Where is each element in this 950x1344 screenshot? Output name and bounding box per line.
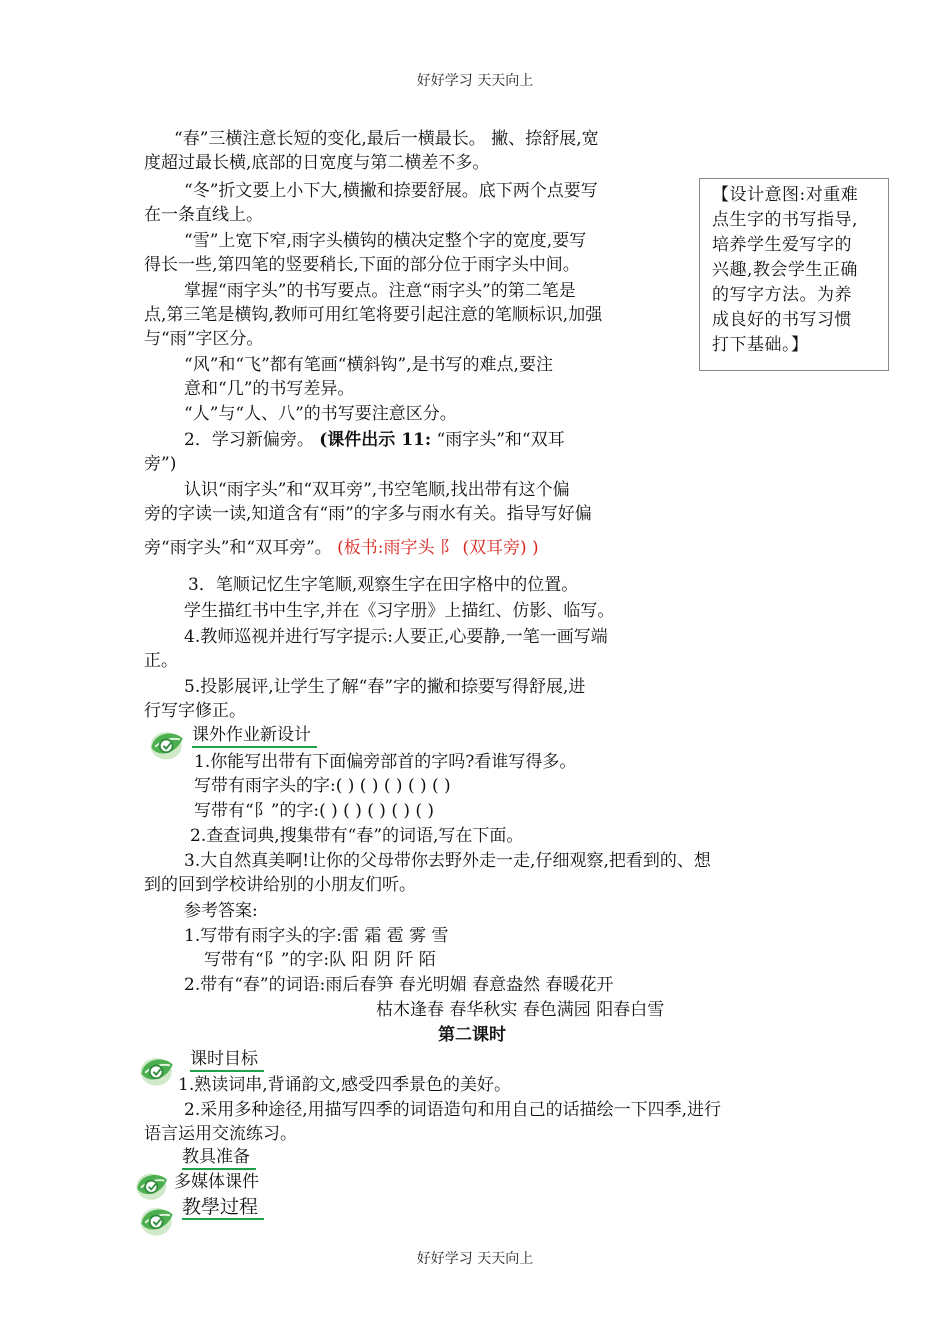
answer-line: 写带有“阝”的字:队 阳 阴 阡 陌 — [204, 950, 436, 970]
answer-line: 1.写带有雨字头的字:雷 霜 雹 雾 雪 — [184, 926, 449, 946]
answer-line: 枯木逢春 春华秋实 春色满园 阳春白雪 — [376, 1000, 665, 1020]
text-line: “雪”上宽下窄,雨字头横钩的横决定整个字的宽度,要写 — [184, 231, 587, 251]
leaf-icon — [132, 1166, 174, 1204]
text-line: 2.查查词典,搜集带有“春”的词语,写在下面。 — [190, 826, 524, 846]
text-line: 正。 — [144, 651, 178, 671]
note-line: 【设计意图:对重难 — [712, 185, 859, 205]
process-title: 教學过程 — [182, 1196, 264, 1220]
board-writing: (板书:雨字头 阝 (双耳旁) ) — [337, 538, 539, 558]
text-line: 3.大自然真美啊!让你的父母带你去野外走一走,仔细观察,把看到的、想 — [184, 851, 711, 871]
courseware-topic: “雨字头”和“双耳 — [436, 430, 565, 450]
text-line: 3．笔顺记忆生字笔顺,观察生字在田字格中的位置。 — [188, 575, 579, 595]
note-line: 点生字的书写指导, — [712, 210, 858, 230]
text-line: “春”三横注意长短的变化,最后一横最长。 撇、捺舒展,宽 — [174, 129, 599, 149]
homework-title: 课外作业新设计 — [192, 724, 317, 748]
note-line: 打下基础。】 — [712, 335, 809, 355]
text-line: 旁”) — [144, 454, 177, 474]
text-line: “人”与“人、八”的书写要注意区分。 — [184, 404, 457, 424]
text-line: 认识“雨字头”和“双耳旁”,书空笔顺,找出带有这个偏 — [184, 480, 570, 500]
text-line: 5.投影展评,让学生了解“春”字的撇和捺要写得舒展,进 — [184, 677, 586, 697]
text-line: “冬”折文要上小下大,横撇和捺要舒展。底下两个点要写 — [184, 181, 598, 201]
text-line: 行写字修正。 — [144, 701, 246, 721]
text-line: 到的回到学校讲给别的小朋友们听。 — [144, 875, 416, 895]
text-line: 1.熟读词串,背诵韵文,感受四季景色的美好。 — [178, 1075, 512, 1095]
answer-line: 2.带有“春”的词语:雨后春笋 春光明媚 春意盎然 春暖花开 — [184, 975, 614, 995]
text-segment: 旁“雨字头”和“双耳旁”。 — [144, 538, 332, 558]
page-header: 好好学习 天天向上 — [416, 73, 534, 89]
leaf-icon — [136, 1200, 180, 1240]
text-line: 掌握“雨字头”的书写要点。注意“雨字头”的第二笔是 — [184, 281, 576, 301]
note-line: 的写字方法。为养 — [712, 285, 852, 305]
leaf-icon — [146, 724, 190, 764]
leaf-icon — [136, 1050, 180, 1090]
text-line — [144, 536, 539, 560]
courseware-label: (课件出示 11: — [319, 430, 432, 450]
text-line: 与“雨”字区分。 — [144, 329, 264, 349]
prep-title: 教具准备 — [182, 1146, 256, 1170]
page-footer: 好好学习 天天向上 — [416, 1251, 534, 1267]
text-line: “风”和“飞”都有笔画“横斜钩”,是书写的难点,要注 — [184, 355, 553, 375]
fill-blank-line: 写带有“阝”的字:( ) ( ) ( ) ( ) ( ) — [194, 801, 435, 821]
answer-heading: 参考答案: — [184, 901, 258, 921]
text-line: 点,第三笔是横钩,教师可用红笔将要引起注意的笔顺标识,加强 — [144, 305, 603, 325]
note-line: 成良好的书写习惯 — [712, 310, 852, 330]
lesson-heading: 第二课时 — [438, 1025, 506, 1045]
note-line: 培养学生爱写字的 — [712, 235, 852, 255]
text-line: 2.采用多种途径,用描写四季的词语造句和用自己的话描绘一下四季,进行 — [184, 1100, 722, 1120]
text-line: 度超过最长横,底部的日宽度与第二横差不多。 — [144, 153, 490, 173]
step-label: 2．学习新偏旁。 — [184, 430, 314, 450]
text-line: 意和“几”的书写差异。 — [184, 379, 355, 399]
text-line: 语言运用交流练习。 — [144, 1124, 297, 1144]
text-line: 1.你能写出带有下面偏旁部首的字吗?看谁写得多。 — [194, 752, 577, 772]
text-line — [184, 428, 565, 452]
text-line: 在一条直线上。 — [144, 205, 263, 225]
text-line: 得长一些,第四笔的竖要稍长,下面的部分位于雨字头中间。 — [144, 255, 580, 275]
goal-title: 课时目标 — [190, 1048, 264, 1072]
text-line: 学生描红书中生字,并在《习字册》上描红、仿影、临写。 — [184, 601, 615, 621]
design-intent-note — [699, 178, 889, 371]
text-line: 4.教师巡视并进行写字提示:人要正,心要静,一笔一画写端 — [184, 627, 608, 647]
text-line: 旁的字读一读,知道含有“雨”的字多与雨水有关。指导写好偏 — [144, 504, 592, 524]
fill-blank-line: 写带有雨字头的字:( ) ( ) ( ) ( ) ( ) — [194, 776, 451, 796]
note-line: 兴趣,教会学生正确 — [712, 260, 858, 280]
text-line: 多媒体课件 — [174, 1172, 259, 1192]
